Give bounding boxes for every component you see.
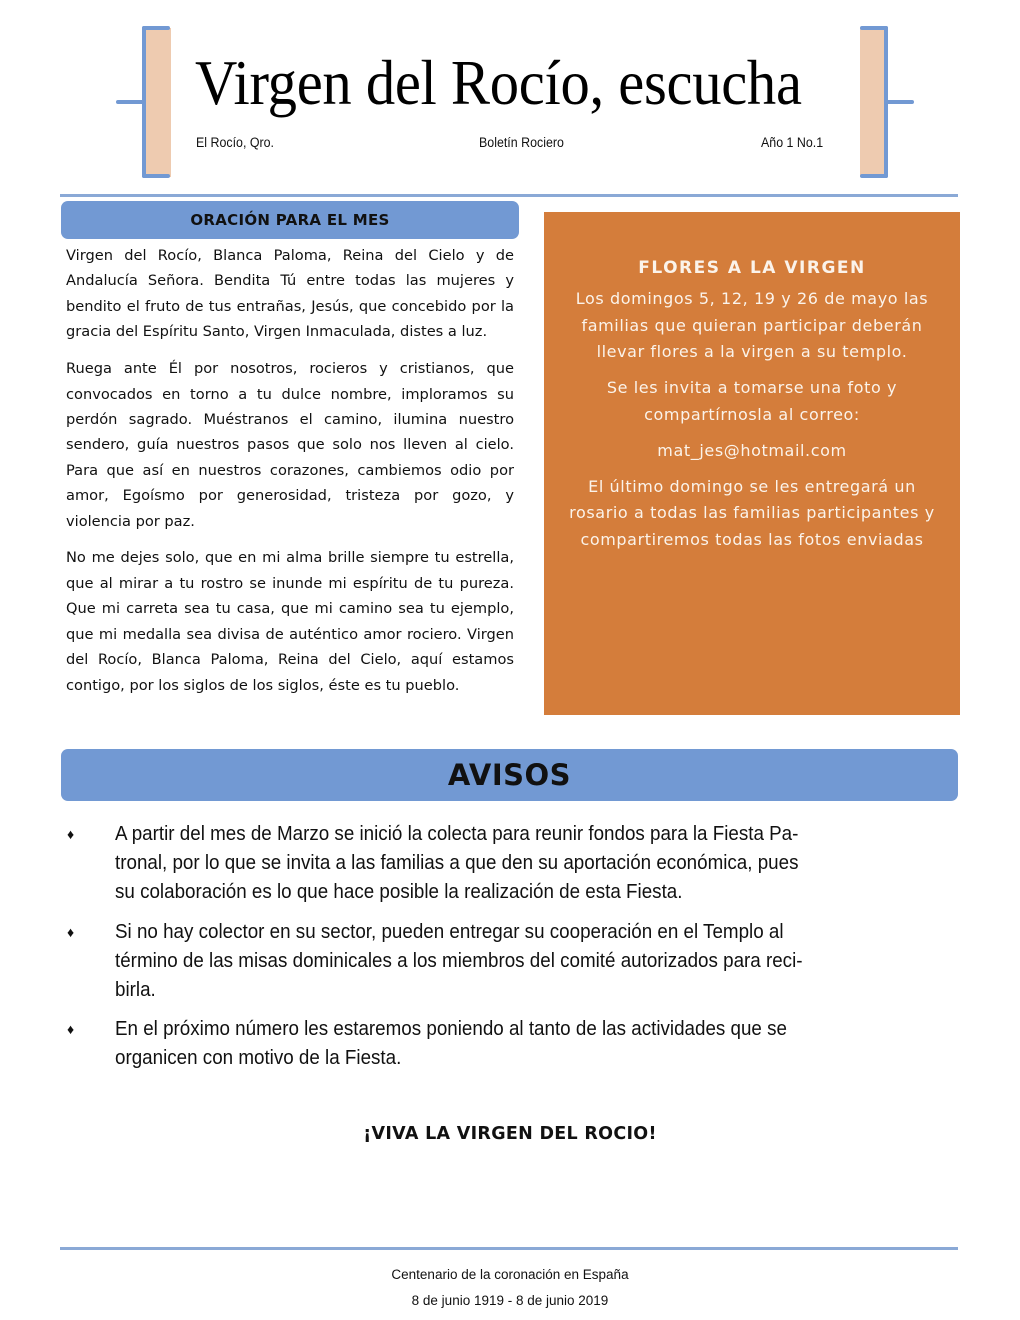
avisos-line: En el próximo número les estaremos poniendo al tanto de las actividades que se: [115, 1018, 787, 1040]
closing-exclamation: ¡VIVA LA VIRGEN DEL ROCIO!: [363, 1124, 657, 1144]
left-bracket-top: [142, 26, 170, 30]
diamond-bullet-icon: ♦: [67, 1021, 75, 1037]
footer-divider: [60, 1247, 958, 1250]
right-bracket-stub: [886, 100, 914, 104]
flores-callout: [544, 212, 960, 715]
masthead-publication: Boletín Rociero: [479, 135, 564, 150]
avisos-heading-bar: [61, 749, 958, 801]
left-bracket-bottom: [142, 174, 170, 178]
avisos-line: A partir del mes de Marzo se inició la colecta para reunir fondos para la Fiesta Pa-: [115, 823, 799, 845]
flores-paragraph: Los domingos 5, 12, 19 y 26 de mayo las familias que quieran participar deberán llevar flores a la virgen a su templo.: [575, 289, 929, 361]
diamond-bullet-icon: ♦: [67, 826, 75, 842]
left-bracket-fill: [145, 28, 171, 177]
flores-paragraph: El último domingo se les entregará un rosario a todas las familias participantes y compartiremos todas las fotos enviadas: [569, 476, 935, 549]
footer-line-2: 8 de junio 1919 - 8 de junio 2019: [411, 1293, 609, 1308]
avisos-line: Si no hay colector en su sector, pueden entregar su cooperación en el Templo al: [115, 920, 784, 943]
flores-heading: FLORES A LA VIRGEN: [638, 258, 866, 278]
avisos-line: tronal, por lo que se invita a las familias a que den su aportación económica, pues: [115, 852, 799, 874]
avisos-heading: AVISOS: [447, 758, 572, 792]
oracion-paragraph: No me dejes solo, que en mi alma brille siempre tu estrella, que al mirar a tu rostro se inunde mi espíritu de tu pureza. Que mi carreta sea tu casa, que mi camino sea tu ejemplo, que mi medalla sea divisa de auténtico amor rociero. Virgen del Rocío, Blanca Paloma, Reina del Cielo, aquí estamos contigo, por los siglos de los siglos, éste es tu pueblo.: [66, 549, 514, 694]
avisos-list: [60, 820, 950, 1084]
avisos-item: [60, 918, 950, 1005]
footer-line-1: Centenario de la coronación en España: [391, 1267, 629, 1282]
avisos-line: término de las misas dominicales a los miembros del comité autorizados para reci-: [115, 949, 803, 972]
avisos-line: organicen con motivo de la Fiesta.: [115, 1047, 402, 1069]
flores-email: mat_jes@hotmail.com: [657, 440, 847, 460]
avisos-line: su colaboración es lo que hace posible la realización de esta Fiesta.: [115, 881, 683, 903]
top-divider: [60, 194, 958, 197]
oracion-heading: ORACIÓN PARA EL MES: [190, 211, 390, 229]
masthead-location: El Rocío, Qro.: [196, 135, 274, 150]
oracion-paragraph: Ruega ante Él por nosotros, rocieros y cristianos, que convocados en torno a tu dulce nombre, imploramos su perdón sagrado. Muéstranos el camino, ilumina nuestro sendero, guía nuestros pasos que solo nos lleven al cielo. Para que así en nuestros corazones, cambiemos odio por amor, Egoísmo por generosidad, tristeza por gozo, y violencia por paz.: [66, 360, 514, 530]
right-bracket-bottom: [860, 174, 888, 178]
diamond-bullet-icon: ♦: [67, 923, 75, 940]
right-bracket-fill: [860, 28, 886, 177]
right-bracket-top: [860, 26, 888, 30]
oracion-heading-bar: [61, 201, 519, 239]
left-bracket-stub: [116, 100, 144, 104]
avisos-item: [60, 820, 950, 907]
oracion-body: [66, 243, 514, 709]
oracion-paragraph: Virgen del Rocío, Blanca Paloma, Reina del Cielo y de Andalucía Señora. Bendita Tú entre todas las mujeres y bendito el fruto de tus entrañas, Jesús, que concebido por la gracia del Espíritu Santo, Virgen Inmaculada, distes a luz.: [66, 247, 514, 341]
avisos-line: birla.: [115, 978, 156, 1001]
flores-paragraph: Se les invita a tomarse una foto y compartírnosla al correo:: [606, 378, 898, 424]
masthead-issue: Año 1 No.1: [761, 135, 824, 150]
avisos-item: [60, 1015, 950, 1073]
newsletter-title: Virgen del Rocío, escucha: [195, 48, 802, 118]
